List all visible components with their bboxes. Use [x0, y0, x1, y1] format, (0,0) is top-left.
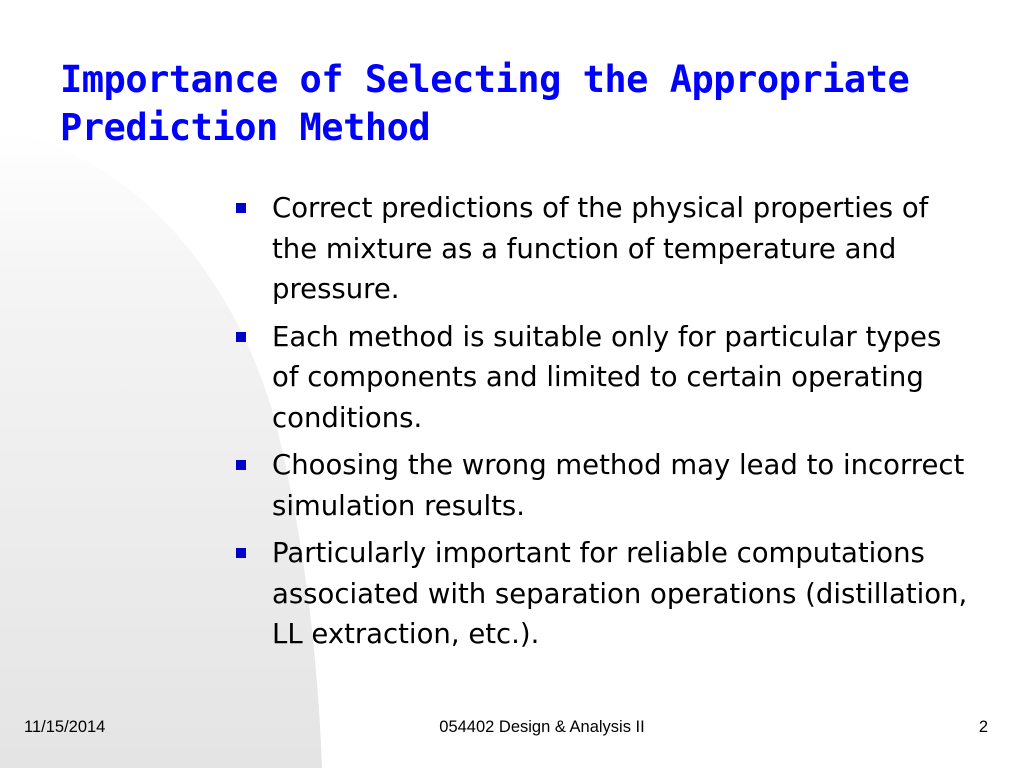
page-number: 2 [978, 718, 988, 736]
bullet-text: Each method is suitable only for particular types of components and limited to certain operating conditions. [272, 320, 942, 434]
square-bullet-icon [236, 548, 246, 558]
footer-date: 11/15/2014 [24, 718, 106, 736]
bullet-item [232, 188, 972, 310]
bullet-list [232, 188, 972, 662]
bullet-item [232, 445, 972, 526]
bullet-text: Choosing the wrong method may lead to incorrect simulation results. [272, 449, 965, 522]
bullet-item [232, 533, 972, 655]
square-bullet-icon [236, 460, 246, 470]
bullet-text: Correct predictions of the physical properties of the mixture as a function of temperature and pressure. [272, 192, 929, 305]
bullet-item [232, 317, 972, 439]
slide-title: Importance of Selecting the Appropriate Prediction Method [60, 58, 910, 149]
square-bullet-icon [236, 332, 246, 342]
bullet-text: Particularly important for reliable computations associated with separation operations (distillation, LL extraction, etc.). [272, 537, 968, 650]
footer-course-title: 054402 Design & Analysis II [439, 718, 645, 736]
square-bullet-icon [236, 203, 246, 213]
